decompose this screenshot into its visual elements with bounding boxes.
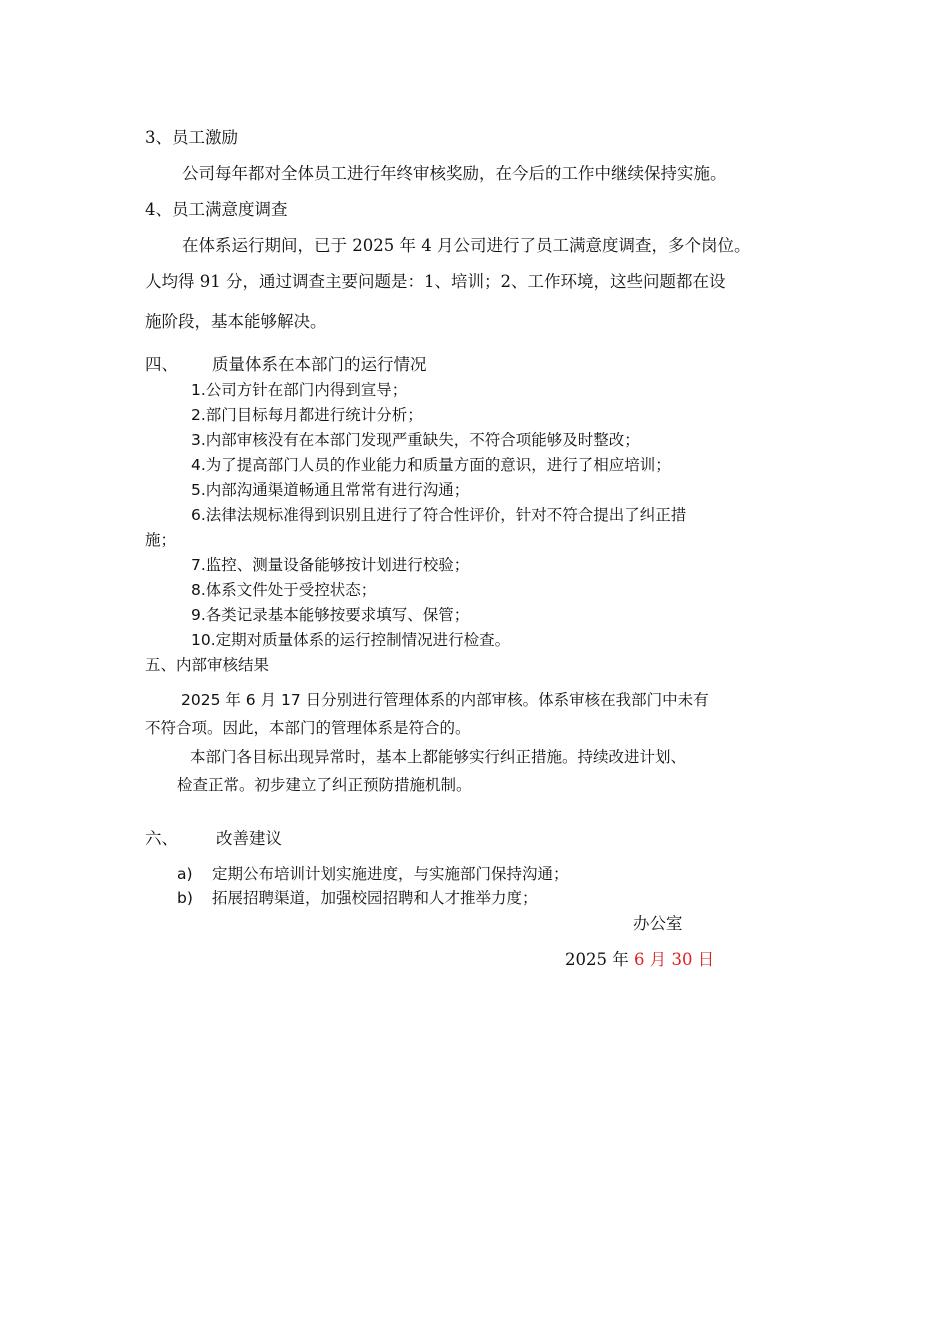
suggestion-item	[177, 888, 538, 908]
list-item-continuation: 施；	[145, 531, 177, 549]
signature-date	[565, 950, 714, 970]
suggestion-label: a)	[177, 865, 193, 883]
signature-department: 办公室	[633, 914, 683, 933]
section-six-number: 六、	[145, 829, 178, 848]
section-3-heading: 3、员工激励	[145, 128, 238, 147]
section-4-body-line: 在体系运行期间，已于 2025 年 4 月公司进行了员工满意度调查，多个岗位。	[182, 236, 751, 255]
date-highlight: 6 月 30 日	[634, 950, 715, 969]
suggestion-text: 拓展招聘渠道，加强校园招聘和人才推举力度；	[212, 889, 538, 907]
suggestion-label: b)	[177, 889, 193, 907]
section-4-heading: 4、员工满意度调查	[145, 200, 288, 219]
suggestion-item	[177, 864, 569, 884]
list-item: 8.体系文件处于受控状态；	[191, 581, 377, 599]
section-4-body-line: 人均得 91 分，通过调查主要问题是：1、培训；2、工作环境，这些问题都在设	[145, 272, 726, 291]
section-six-title: 改善建议	[216, 829, 282, 848]
list-item: 2.部门目标每月都进行统计分析；	[191, 406, 423, 424]
section-4-body-line: 施阶段，基本能够解决。	[145, 312, 327, 331]
list-item: 6.法律法规标准得到识别且进行了符合性评价，针对不符合提出了纠正措	[191, 506, 687, 524]
list-item: 10.定期对质量体系的运行控制情况进行检查。	[191, 631, 511, 649]
section-four-number: 四、	[145, 355, 178, 374]
section-five-heading: 五、内部审核结果	[145, 656, 270, 674]
list-item: 1.公司方针在部门内得到宣导；	[191, 381, 408, 399]
list-item: 5.内部沟通渠道畅通且常常有进行沟通；	[191, 481, 470, 499]
section-five-line: 检查正常。初步建立了纠正预防措施机制。	[177, 776, 472, 794]
suggestion-text: 定期公布培训计划实施进度，与实施部门保持沟通；	[212, 865, 569, 883]
section-five-line: 不符合项。因此，本部门的管理体系是符合的。	[145, 719, 471, 737]
list-item: 9.各类记录基本能够按要求填写、保管；	[191, 606, 470, 624]
section-four-title: 质量体系在本部门的运行情况	[212, 355, 427, 374]
list-item: 3.内部审核没有在本部门发现严重缺失，不符合项能够及时整改；	[191, 431, 640, 449]
section-3-body: 公司每年都对全体员工进行年终审核奖励，在今后的工作中继续保持实施。	[182, 164, 727, 183]
list-item: 7.监控、测量设备能够按计划进行校验；	[191, 556, 470, 574]
section-five-line: 2025 年 6 月 17 日分别进行管理体系的内部审核。体系审核在我部门中未有	[181, 691, 709, 709]
section-five-line: 本部门各目标出现异常时，基本上都能够实行纠正措施。持续改进计划、	[190, 748, 687, 766]
date-prefix: 2025 年	[565, 950, 629, 969]
list-item: 4.为了提高部门人员的作业能力和质量方面的意识，进行了相应培训；	[191, 456, 671, 474]
